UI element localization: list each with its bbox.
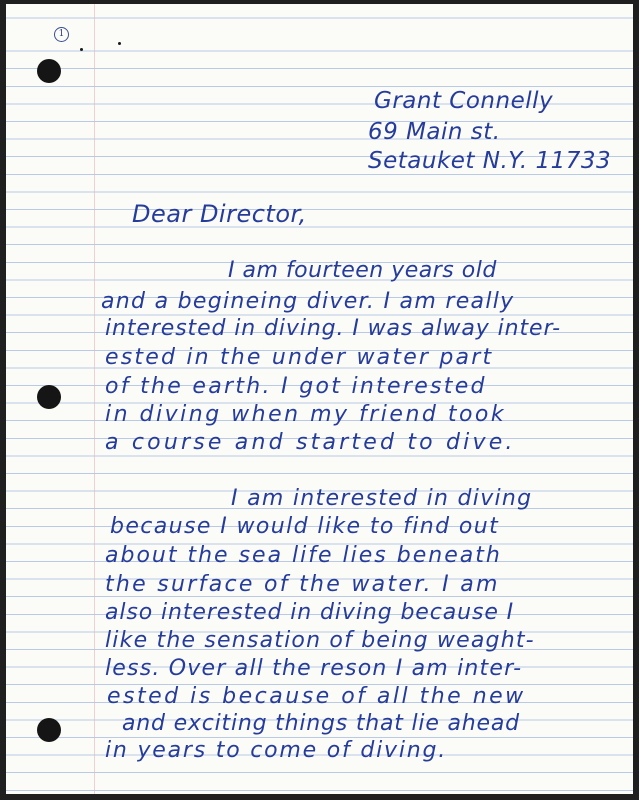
paragraph1-line: interested in diving. I was alway inter- — [105, 316, 562, 341]
paragraph2-line: also interested in diving because I — [105, 600, 515, 625]
paragraph1-line: and a begineing diver. I am really — [101, 289, 515, 314]
paragraph2-line: ested is because of all the new — [107, 684, 526, 709]
lined-paper-sheet — [6, 4, 633, 794]
paragraph2-line: less. Over all the reson I am inter- — [105, 656, 523, 681]
ink-dot — [80, 48, 83, 51]
paragraph2-line: I am interested in diving — [231, 486, 533, 511]
address-city: Setauket N.Y. 11733 — [368, 148, 612, 174]
address-street: 69 Main st. — [368, 119, 501, 145]
paragraph2-line: and exciting things that lie ahead — [122, 711, 520, 736]
paragraph2-line: the surface of the water. I am — [105, 572, 500, 597]
paragraph1-line: a course and started to dive. — [105, 430, 516, 455]
paragraph2-line: because I would like to find out — [110, 514, 500, 539]
paragraph2-line: in years to come of diving. — [105, 738, 448, 763]
paragraph1-line: ested in the under water part — [105, 345, 494, 370]
page-number: 1 — [54, 27, 69, 42]
binder-hole-bottom — [37, 718, 61, 742]
paper-margin-line — [94, 4, 95, 794]
ink-dot — [118, 42, 121, 45]
paragraph1-line: of the earth. I got interested — [105, 374, 487, 399]
salutation: Dear Director, — [132, 200, 307, 228]
paragraph2-line: about the sea life lies beneath — [105, 543, 502, 568]
binder-hole-top — [37, 59, 61, 83]
paragraph1-line: I am fourteen years old — [228, 258, 497, 283]
binder-hole-middle — [37, 385, 61, 409]
address-name: Grant Connelly — [374, 88, 554, 114]
paragraph2-line: like the sensation of being weaght- — [105, 628, 535, 653]
paragraph1-line: in diving when my friend took — [105, 402, 507, 427]
